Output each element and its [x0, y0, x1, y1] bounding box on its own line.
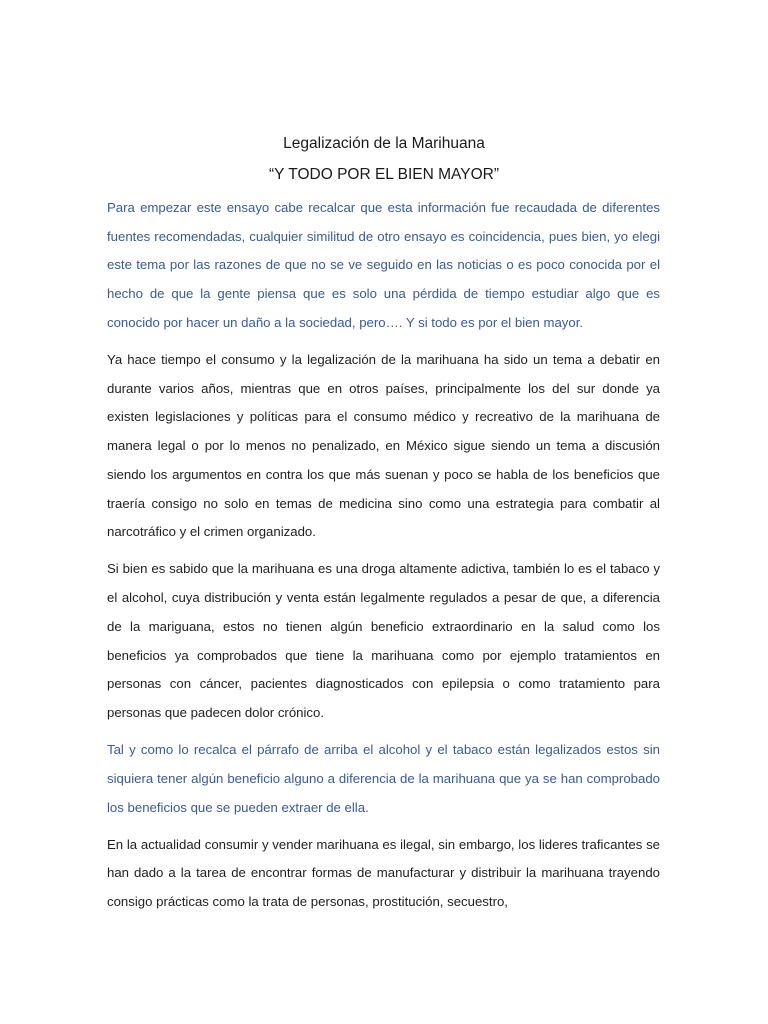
paragraph-debate-context: Ya hace tiempo el consumo y la legalización de la marihuana ha sido un tema a debatir en durante varios años, mientras que en otros países, principalmente los del sur donde ya existen legislaciones y políticas para el consumo médico y recreativo de la marihuana de manera legal o por lo menos no penalizado, en México sigue siendo un tema a discusión siendo los argumentos en contra los que más suenan y poco se habla de los beneficios que traería consigo no solo en temas de medicina sino como una estrategia para combatir al narcotráfico y el crimen organizado.	[107, 352, 660, 540]
document-subtitle: “Y TODO POR EL BIEN MAYOR”	[269, 166, 499, 183]
paragraph-health-benefits: Si bien es sabido que la marihuana es una droga altamente adictiva, también lo es el tabaco y el alcohol, cuya distribución y venta están legalmente regulados a pesar de que, a diferencia de la mariguana, estos no tienen algún beneficio extraordinario en la salud como los beneficios ya comprobados que tiene la marihuana como por ejemplo tratamientos en personas con cáncer, pacientes diagnosticados con epilepsia o como tratamiento para personas que padecen dolor crónico.	[107, 561, 660, 720]
paragraph-alcohol-tobacco-comparison: Tal y como lo recalca el párrafo de arriba el alcohol y el tabaco están legalizados estos sin siquiera tener algún beneficio alguno a diferencia de la marihuana que ya se han comprobado los beneficios que se pueden extraer de ella.	[107, 742, 660, 815]
paragraph-illegal-trafficking: En la actualidad consumir y vender marihuana es ilegal, sin embargo, los lideres traficantes se han dado a la tarea de encontrar formas de manufacturar y distribuir la marihuana trayendo consigo prácticas como la trata de personas, prostitución, secuestro,	[107, 836, 660, 910]
document-body	[107, 194, 660, 925]
paragraph-introduction: Para empezar este ensayo cabe recalcar que esta información fue recaudada de diferentes fuentes recomendadas, cualquier similitud de otro ensayo es coincidencia, pues bien, yo elegi este tema por las razones de que no se ve seguido en las noticias o es poco conocida por el hecho de que la gente piensa que es solo una pérdida de tiempo estudiar algo que es conocido por hacer un daño a la sociedad, pero…. Y si todo es por el bien mayor.	[107, 200, 660, 330]
document-title: Legalización de la Marihuana	[283, 135, 485, 152]
